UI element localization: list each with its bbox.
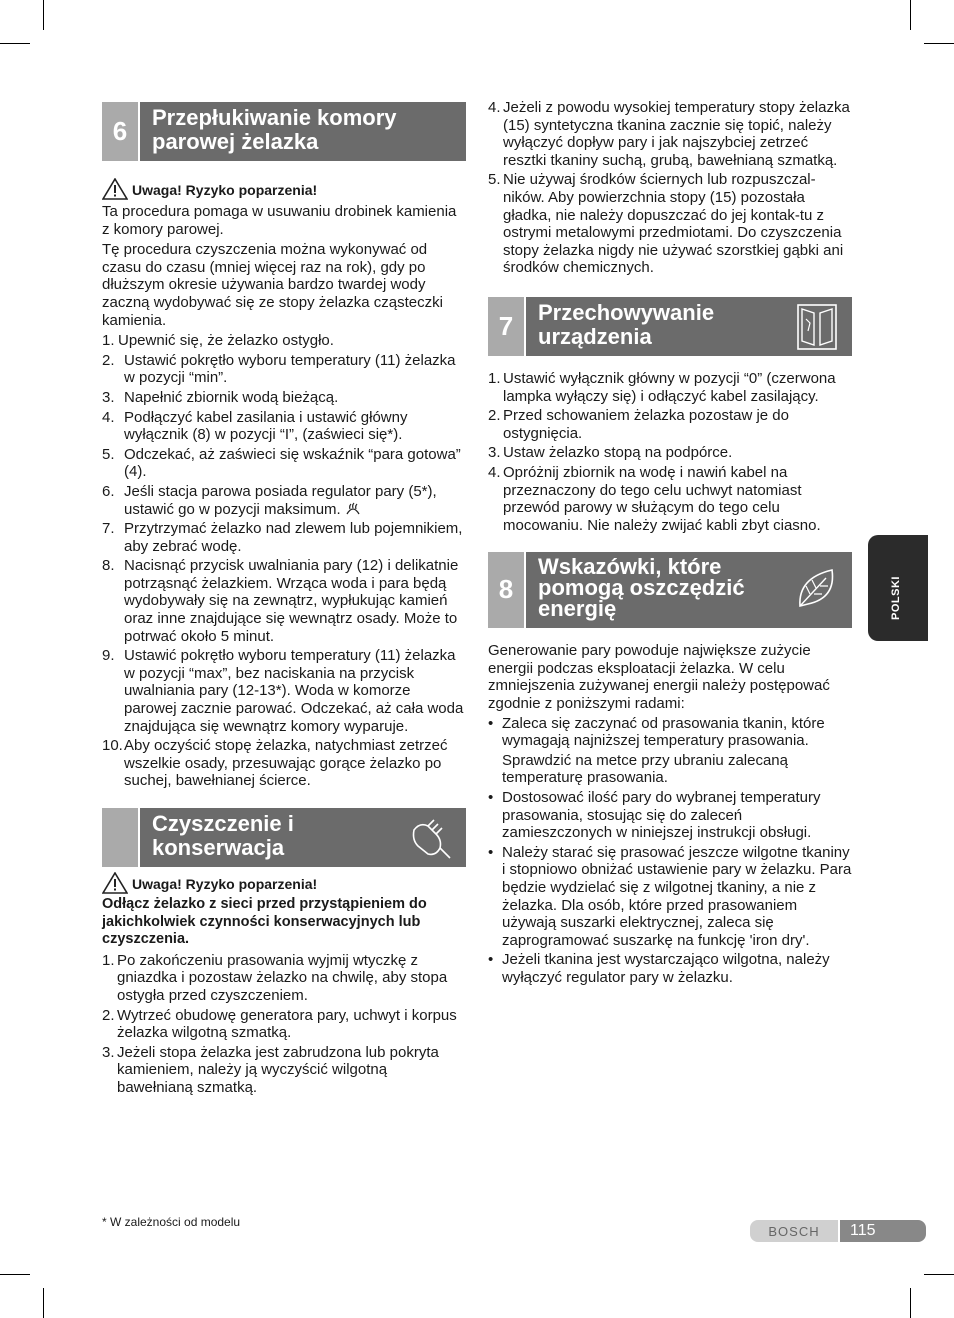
title-line: energię [538, 596, 617, 622]
section-6-header [102, 102, 466, 161]
cleaning-steps-continued [488, 99, 852, 277]
storage-steps [488, 370, 852, 534]
list-item: • Należy starać się prasować jeszcze wilgotne tkaniny i stopniowo obniżać ustawienie pary w żelazku. Para będzie wydzielać się z wilgotnej tkaniny, a nie z żelazka. Dla osób, które przed prasowaniem używają suszarki elektrycznej, zaleca się zaprogramować suszarkę na funkcję 'iron dry'. [488, 844, 852, 950]
paragraph: Tę procedura czyszczenia można wykonywać od czasu do czasu (mniej więcej raz na rok), gdy po dłuższym okresie używania bardzo twardej wody zaczną wydobywać się ze stopy żelazka cząsteczki kamienia. [102, 241, 443, 329]
energy-tips [488, 715, 852, 987]
title-line: pomogą oszczędzić [538, 575, 745, 601]
title-line: urządzenia [538, 323, 652, 349]
sub-paragraph: Sprawdzić na metce przy ubraniu zalecaną temperaturę prasowania. [502, 751, 788, 787]
list-item: 4. Jeżeli z powodu wysokiej temperatury stopy żelazka (15) syntetyczna tkanina zacznie się topić, należy wyłączyć dopływ pary i jak najszybciej zetrzeć resztki tkaniny suchą, grubą, bawełnianą szmatką. [488, 99, 850, 169]
title-line: Czyszczenie i [152, 811, 294, 836]
cleaning-hand-icon [406, 812, 456, 862]
warning-text: Uwaga! Ryzyko poparzenia! [132, 182, 318, 199]
storage-cabinet-icon [792, 301, 842, 351]
crop-mark [924, 1274, 954, 1275]
warning-triangle-icon [102, 178, 128, 200]
cleaning-steps [102, 952, 466, 1097]
list-item: 9. Ustawić pokrętło wyboru temperatury (11) żelazka w pozycji “max”, bez naciskania na przycisk uwalniania pary (12-13*). Woda w komorze parowej zacznie parować. Odczekać, aż cała woda znajdująca się wewnątrz komory wyparuje. [102, 647, 464, 735]
crop-mark [0, 43, 30, 44]
list-item: • Jeżeli tkanina jest wystarczająco wilgotna, należy wyłączyć regulator pary w żelazku. [488, 951, 852, 986]
list-item: 5. Nie używaj środków ściernych lub rozpuszczal-ników. Aby powierzchnia stopy (15) pozostała gładka, nie należy dopuszczać do jej kontak-tu z ostrymi metalowymi przedmiotami. Do czyszczenia stopy żelazka nigdy nie używać szorstkiej gąbki ani środków chemicznych. [488, 171, 844, 277]
list-item: • Zaleca się zaczynać od prasowania tkanin, które wymagają najniższej temperatury prasowania. Sprawdzić na metce przy ubraniu zalecaną temperaturę prasowania. [488, 715, 852, 787]
brand-label: BOSCH [750, 1220, 838, 1242]
crop-mark [910, 0, 911, 30]
warning [102, 872, 466, 894]
cleaning-header [102, 808, 466, 867]
list-item: 1. Upewnić się, że żelazko ostygło. [102, 332, 334, 350]
language-label: POLSKI [890, 576, 902, 620]
warning-triangle-icon [102, 872, 128, 894]
paragraph: Generowanie pary powoduje największe zużycie energii podczas eksploatacji żelazka. W celu zmniejszenia zużywanej energii należy postępować zgodnie z poniższymi radami: [488, 642, 830, 713]
list-item: 2. Przed schowaniem żelazka pozostaw je do ostygnięcia. [488, 407, 789, 442]
crop-mark [0, 1274, 30, 1275]
title-line: konserwacja [152, 835, 285, 860]
list-item: 6. Jeśli stacja parowa posiada regulator pary (5*), ustawić go w pozycji maksimum. [102, 482, 437, 518]
list-item: 4. Opróżnij zbiornik na wodę i nawiń kabel na przeznaczony do tego celu uchwyt natomiast przewód parowy w służącym do tego celu mocowaniu. Nie należy zwijać kabli zbyt ciasno. [488, 463, 821, 534]
title-line: Przepłukiwanie komory [152, 105, 397, 130]
step-list [102, 332, 466, 790]
list-item: 10. Aby oczyścić stopę żelazka, natychmiast zetrzeć wszelkie osady, przesuwając gorące żelazko po suchej, bawełnianej ścierce. [102, 737, 448, 790]
section-title [140, 808, 466, 867]
list-item: 3. Ustaw żelazko stopą na podpórce. [488, 444, 733, 462]
section-8-header [488, 552, 852, 628]
crop-mark [910, 1288, 911, 1318]
section-title [526, 552, 852, 628]
list-item: 7. Przytrzymać żelazko nad zlewem lub pojemnikiem, aby zebrać wodę. [102, 520, 463, 555]
list-item: 4. Podłączyć kabel zasilania i ustawić główny wyłącznik (8) w pozycji “I”, (zaświeci się*). [102, 408, 408, 444]
title-line: Przechowywanie [538, 299, 715, 325]
list-item: 2. Ustawić pokrętło wyboru temperatury (11) żelazka w pozycji “min”. [102, 351, 456, 387]
leaf-icon [792, 564, 842, 614]
section-number: 6 [102, 102, 140, 161]
warning [102, 178, 466, 200]
list-item: 8. Nacisnąć przycisk uwalniania pary (12) i delikatnie potrząsnąć żelazkiem. Wrząca woda i para będą wydobywały się na zewnątrz, wypłukując kamień oraz inne znajdujące się wewnątrz osady. Może to potrwać około 5 minut. [102, 557, 459, 645]
steam-icon [345, 502, 361, 516]
bold-notice: Odłącz żelazko z sieci przed przystąpieniem do jakichkolwiek czynności konserwacyjnych lub czyszczenia. [102, 896, 427, 948]
list-item: 2. Wytrzeć obudowę generatora pary, uchwyt i korpus żelazka wilgotną szmatką. [102, 1006, 457, 1042]
title-line: parowej żelazka [152, 129, 319, 154]
list-item: • Dostosować ilość pary do wybranej temperatury prasowania, stosując się do zaleceń zamieszczonych w niniejszej instrukcji obsługi. [488, 789, 852, 842]
list-item: 3. Jeżeli stopa żelazka jest zabrudzona lub pokryta kamieniem, należy ją wyczyścić wilgotną bawełnianą szmatką. [102, 1043, 439, 1096]
section-title [526, 297, 852, 356]
right-column [488, 99, 852, 989]
footnote: * W zależności od modelu [102, 1215, 241, 1229]
crop-mark [924, 43, 954, 44]
section-number-blank [102, 808, 140, 867]
section-number: 8 [488, 552, 526, 628]
title-line: Wskazówki, które [538, 554, 722, 580]
language-tab [868, 535, 928, 641]
list-item: 3. Napełnić zbiornik wodą bieżącą. [102, 388, 339, 406]
paragraph: Ta procedura pomaga w usuwaniu drobinek kamienia z komory parowej. [102, 203, 457, 238]
warning-text: Uwaga! Ryzyko poparzenia! [132, 876, 318, 893]
list-item: 1. Ustawić wyłącznik główny w pozycji “0” (czerwona lampka wyłączy się) i odłączyć kabel zasilający. [488, 369, 836, 405]
crop-mark [43, 1288, 44, 1318]
section-number: 7 [488, 297, 526, 356]
left-column [102, 102, 466, 1099]
page-number: 115 [840, 1220, 926, 1242]
list-item: 5. Odczekać, aż zaświeci się wskaźnik “para gotowa” (4). [102, 445, 461, 481]
list-item: 1. Po zakończeniu prasowania wyjmij wtyczkę z gniazdka i pozostaw żelazko na chwilę, aby stopa ostygła przed czyszczeniem. [102, 951, 448, 1004]
section-title [140, 102, 466, 161]
section-7-header [488, 297, 852, 356]
crop-mark [43, 0, 44, 30]
page-footer [750, 1220, 926, 1242]
